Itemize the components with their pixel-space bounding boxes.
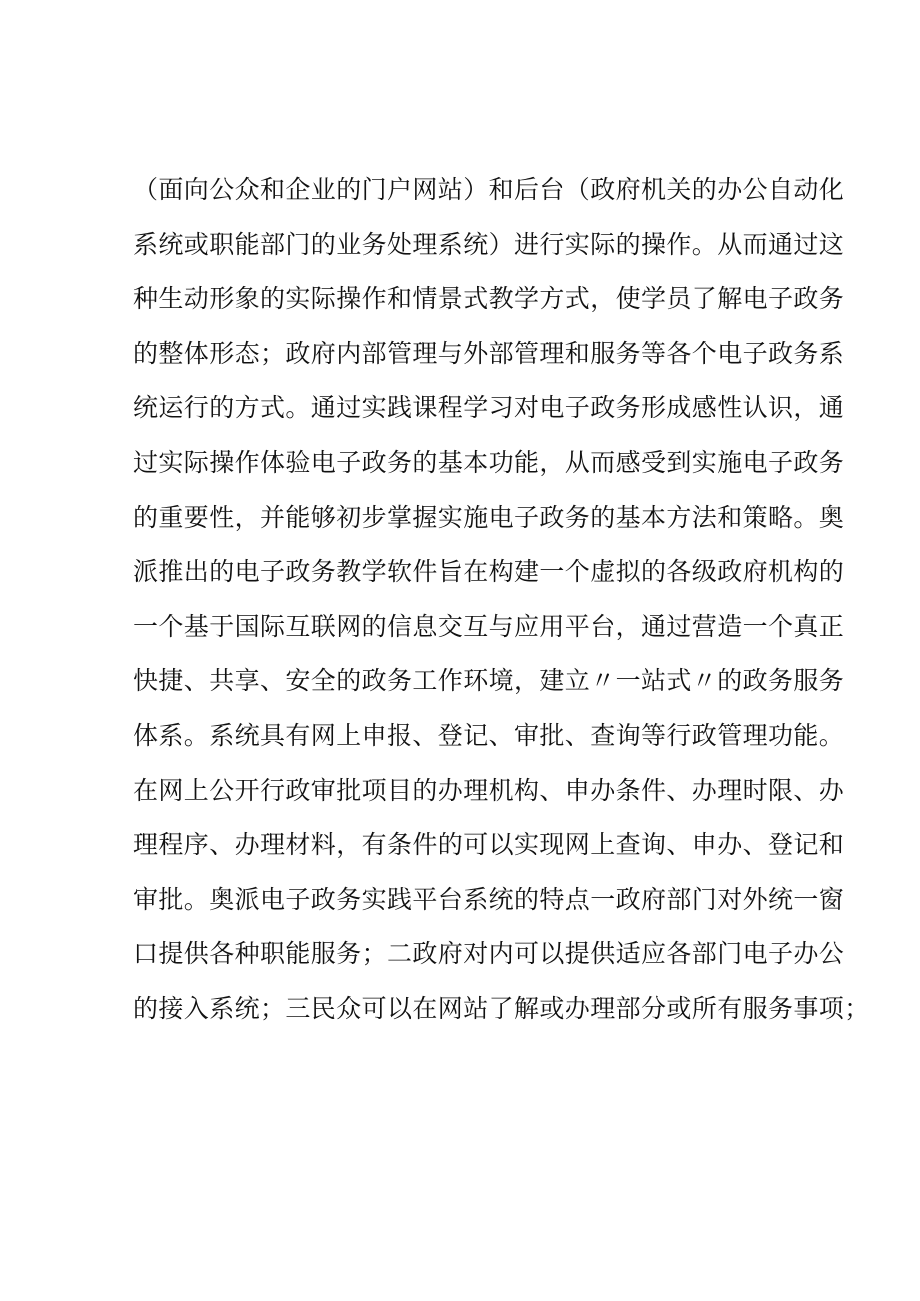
body-paragraph	[133, 163, 870, 1037]
text-line: （面向公众和企业的门户网站）和后台（政府机关的办公自动化	[133, 175, 845, 204]
text-line: 统运行的方式。通过实践课程学习对电子政务形成感性认识，通	[133, 393, 845, 423]
text-line: 一个基于国际互联网的信息交互与应用平台，通过营造一个真正	[133, 611, 845, 641]
text-line: 快捷、共享、安全的政务工作环境，建立〃一站式〃的政务服务	[133, 666, 845, 696]
text-line: 派推出的电子政务教学软件旨在构建一个虚拟的各级政府机构的	[133, 557, 845, 587]
text-line: 系统或职能部门的业务处理系统）进行实际的操作。从而通过这	[133, 229, 845, 259]
text-line: 在网上公开行政审批项目的办理机构、申办条件、办理时限、办	[133, 775, 845, 805]
text-line: 理程序、办理材料，有条件的可以实现网上查询、申办、登记和	[133, 830, 845, 860]
text-line: 审批。奥派电子政务实践平台系统的特点一政府部门对外统一窗	[133, 884, 845, 914]
text-line: 过实际操作体验电子政务的基本功能，从而感受到实施电子政务	[133, 447, 845, 477]
text-line: 体系。系统具有网上申报、登记、审批、查询等行政管理功能。	[133, 720, 845, 750]
text-line: 的重要性，并能够初步掌握实施电子政务的基本方法和策略。奥	[133, 502, 845, 532]
text-line: 的整体形态；政府内部管理与外部管理和服务等各个电子政务系	[133, 338, 845, 368]
text-line: 的接入系统；三民众可以在网站了解或办理部分或所有服务事项；	[133, 993, 870, 1023]
text-line: 口提供各种职能服务；二政府对内可以提供适应各部门电子办公	[133, 939, 845, 969]
text-line: 种生动形象的实际操作和情景式教学方式，使学员了解电子政务	[133, 284, 845, 314]
